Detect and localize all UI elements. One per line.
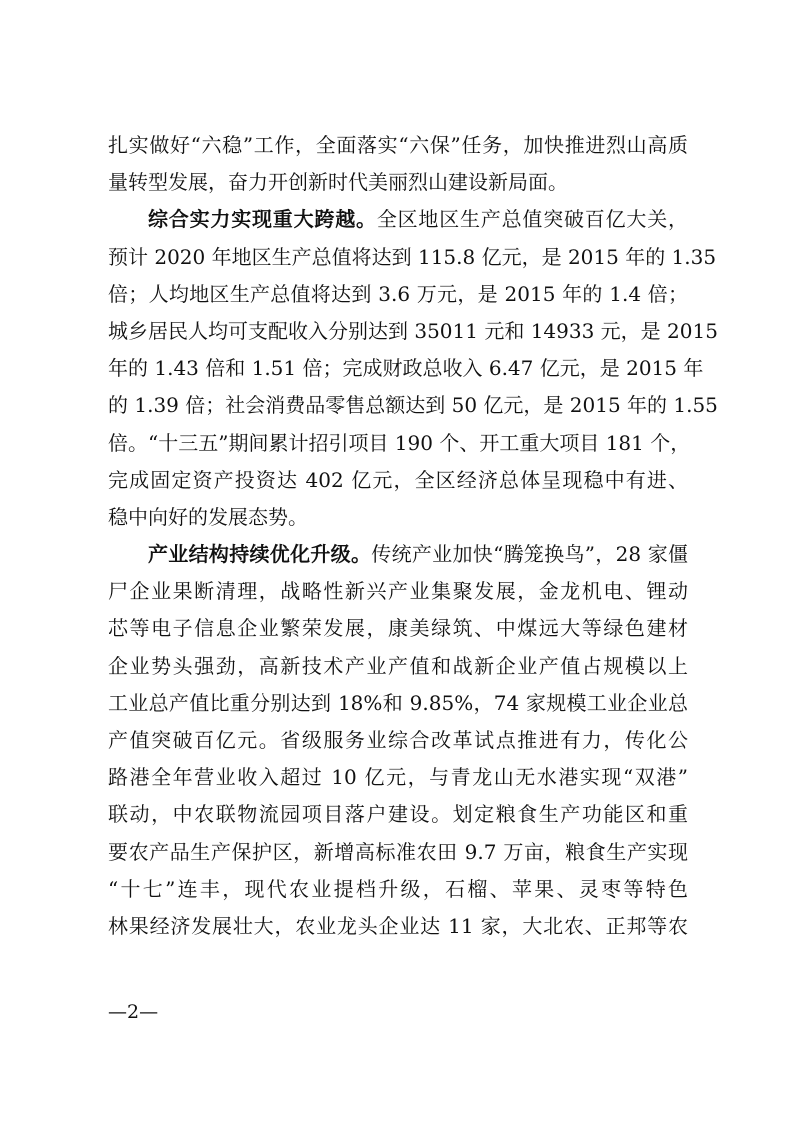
text-line: 的 1.39 倍；社会消费品零售总额达到 50 亿元，是 2015 年的 1.55 <box>108 393 718 418</box>
text-line: 联动，中农联物流园项目落户建设。划定粮食生产功能区和重 <box>108 802 688 827</box>
text-line: 城乡居民人均可支配收入分别达到 35011 元和 14933 元，是 2015 <box>108 318 718 343</box>
text-line <box>108 536 688 573</box>
text-line: 尸企业果断清理，战略性新兴产业集聚发展，金龙机电、锂动 <box>108 579 688 604</box>
text-line: 要农产品生产保护区，新增高标准农田 9.7 万亩，粮食生产实现 <box>108 839 688 864</box>
text-line: 芯等电子信息企业繁荣发展，康美绿筑、中煤远大等绿色建材 <box>108 616 688 641</box>
paragraph <box>108 536 688 945</box>
text-line: 预计 2020 年地区生产总值将达到 115.8 亿元，是 2015 年的 1.35 <box>108 244 717 269</box>
text-run: 全区地区生产总值突破百亿大关， <box>376 207 689 232</box>
text-line: 完成固定资产投资达 402 亿元，全区经济总体呈现稳中有进、 <box>108 467 688 492</box>
text-line: 工业总产值比重分别达到 18%和 9.85%，74 家规模工业企业总 <box>108 690 688 715</box>
text-line: 扎实做好“六稳”工作，全面落实“六保”任务，加快推进烈山高质 <box>108 133 688 157</box>
text-run: 传统产业加快“腾笼换鸟”，28 家僵 <box>371 542 688 567</box>
body-text <box>108 127 718 945</box>
text-line: “十七”连丰，现代农业提档升级，石榴、苹果、灵枣等特色 <box>108 876 688 901</box>
paragraph <box>108 201 718 536</box>
paragraph-heading: 产业结构持续优化升级。 <box>148 542 372 567</box>
text-line: 倍；人均地区生产总值将达到 3.6 万元，是 2015 年的 1.4 倍； <box>108 281 688 306</box>
text-line: 企业势头强劲，高新技术产业产值和战新企业产值占规模以上 <box>108 653 688 678</box>
page-number: —2— <box>108 1001 159 1023</box>
text-line: 产值突破百亿元。省级服务业综合改革试点推进有力，传化公 <box>108 728 688 752</box>
text-line <box>108 201 688 238</box>
paragraph <box>108 127 688 201</box>
text-line: 量转型发展，奋力开创新时代美丽烈山建设新局面。 <box>108 170 568 195</box>
text-line: 林果经济发展壮大，农业龙头企业达 11 家，大北农、正邦等农 <box>108 913 688 938</box>
text-line: 路港全年营业收入超过 10 亿元，与青龙山无水港实现“双港” <box>108 765 688 790</box>
text-line: 稳中向好的发展态势。 <box>108 504 308 529</box>
text-line: 倍。“十三五”期间累计招引项目 190 个、开工重大项目 181 个， <box>108 430 691 455</box>
paragraph-heading: 综合实力实现重大跨越。 <box>148 207 377 232</box>
text-line: 年的 1.43 倍和 1.51 倍；完成财政总收入 6.47 亿元，是 2015 年 <box>108 356 704 381</box>
